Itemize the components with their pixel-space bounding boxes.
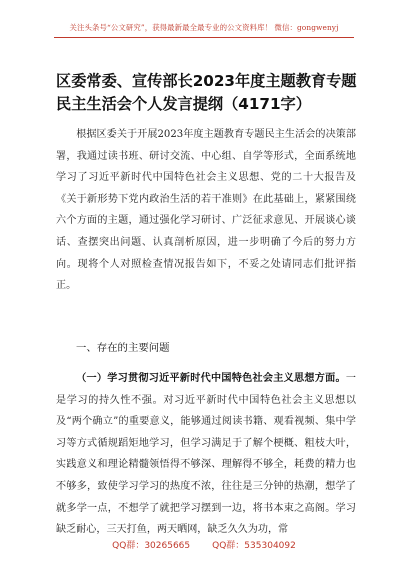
- footer-qq-group-1: QQ群：30265665: [112, 541, 191, 551]
- subsection-paragraph: [56, 368, 356, 541]
- header-divider: [54, 37, 354, 38]
- footer: [0, 538, 408, 551]
- header-banner: 关注头条号“公文研究”，获得最新最全最专业的公文资料库！ 微信：gongwenyj: [69, 23, 339, 32]
- document-title: 区委常委、宣传部长2023年度主题教育专题民主生活会个人发言提纲（4171字）: [56, 72, 357, 113]
- intro-paragraph: 根据区委关于开展2023年度主题教育专题民主生活会的决策部署，我通过读书班、研讨交流、中心组、自学等形式，全面系统地学习了习近平新时代中国特色社会主义思想、党的二十大报告及《关于新形势下党内政治生活的若干准则》在此基础上，紧紧围绕六个方面的主题，通过强化学习研讨、广泛征求意见、开展谈心谈话、查摆突出问题、认真剖析原因，进一步明确了今后的努力方向。现将个人对照检查情况报告如下，不妥之处请同志们批评指正。: [56, 129, 356, 292]
- subsection-body: 一是学习的持久性不强。对习近平新时代中国特色社会主义思想以及“两个确立”的重要意义，能够通过阅读书籍、观看视频、集中学习等方式循规蹈矩地学习，但学习满足于了解个梗概、粗枝大叶，实践意义和理论精髓领悟得不够深、理解得不够全，耗费的精力也不够多，致使学习学习的热度不浓，往往是三分钟的热潮，想学了就多学一点，不想学了就把学习摆到一边，将书本束之高阁。学习缺乏耐心，三天打鱼，两天晒网，缺乏久久为功，常: [56, 373, 356, 536]
- footer-qq-group-2: QQ群：535304092: [212, 541, 296, 551]
- subsection-lead: （一）学习贯彻习近平新时代中国特色社会主义思想方面。: [76, 373, 346, 384]
- section-heading: 一、存在的主要问题: [76, 342, 170, 354]
